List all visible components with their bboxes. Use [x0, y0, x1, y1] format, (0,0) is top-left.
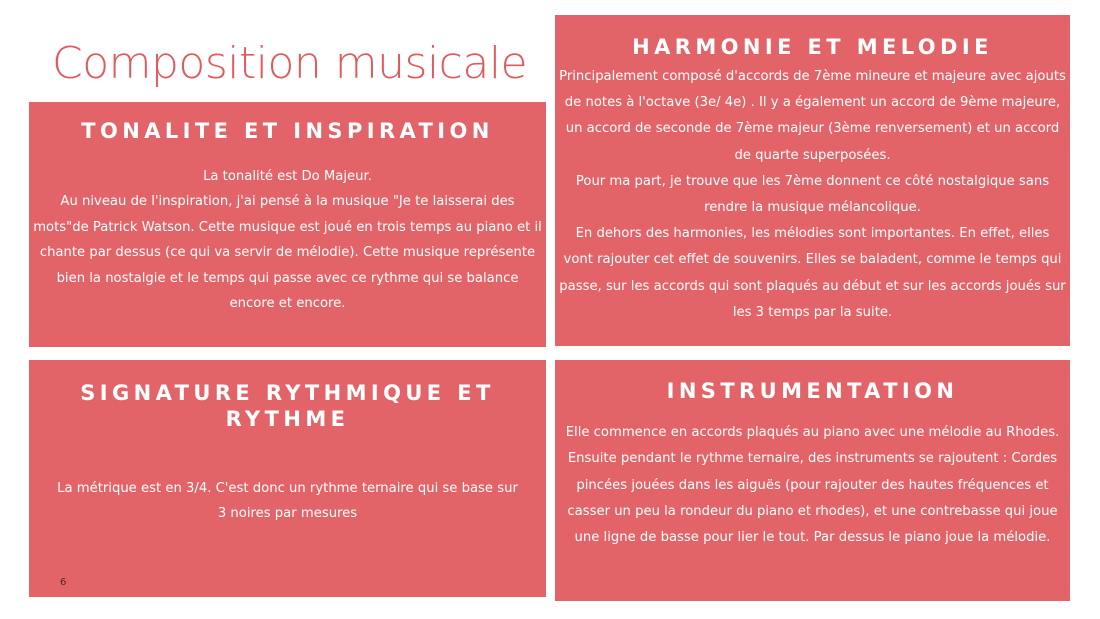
harmonie-card	[555, 15, 1070, 346]
page-title: Composition musicale	[52, 38, 528, 89]
signature-card	[29, 360, 546, 597]
page-number: 6	[60, 577, 67, 588]
harmonie-body: Principalement composé d'accords de 7ème mineure et majeure avec ajouts de notes à l'octave (3e/ 4e) . Il y a également un accord de 9ème majeure, un accord de seconde de 7ème majeur (3ème renversement) et un accord de quarte superposées. Pour ma part, je trouve que les 7ème donnent ce côté nostalgique sans rendre la musique mélancolique. En dehors des harmonies, les mélodies sont importantes. En effet, elles vont rajouter cet effet de souvenirs. Elles se baladent, comme le temps qui passe, sur les accords qui sont plaqués au début et sur les accords joués sur les 3 temps par la suite.	[559, 69, 1066, 320]
signature-heading: SIGNATURE RYTHMIQUE ET RYTHME	[80, 381, 495, 431]
instrumentation-heading: INSTRUMENTATION	[666, 379, 959, 403]
tonalite-heading: TONALITE ET INSPIRATION	[81, 119, 494, 143]
signature-body: La métrique est en 3/4. C'est donc un rythme ternaire qui se base sur 3 noires par mesures	[57, 481, 518, 522]
tonalite-card	[29, 102, 546, 347]
instrumentation-body: Elle commence en accords plaqués au piano avec une mélodie au Rhodes. Ensuite pendant le rythme ternaire, des instruments se rajoutent : Cordes pincées jouées dans les aiguës (pour rajouter des hautes fréquences et casser un peu la rondeur du piano et rhodes), et une contrebasse qui joue une ligne de basse pour lier le tout. Par dessus le piano joue la mélodie.	[565, 425, 1060, 546]
tonalite-body: La tonalité est Do Majeur. Au niveau de l'inspiration, j'ai pensé à la musique "Je te laisserai des mots"de Patrick Watson. Cette musique est joué en trois temps au piano et il chante par dessus (ce qui va servir de mélodie). Cette musique représente bien la nostalgie et le temps qui passe avec ce rythme qui se balance encore et encore.	[33, 169, 542, 312]
harmonie-heading: HARMONIE ET MELODIE	[632, 35, 993, 59]
instrumentation-card	[555, 360, 1070, 601]
